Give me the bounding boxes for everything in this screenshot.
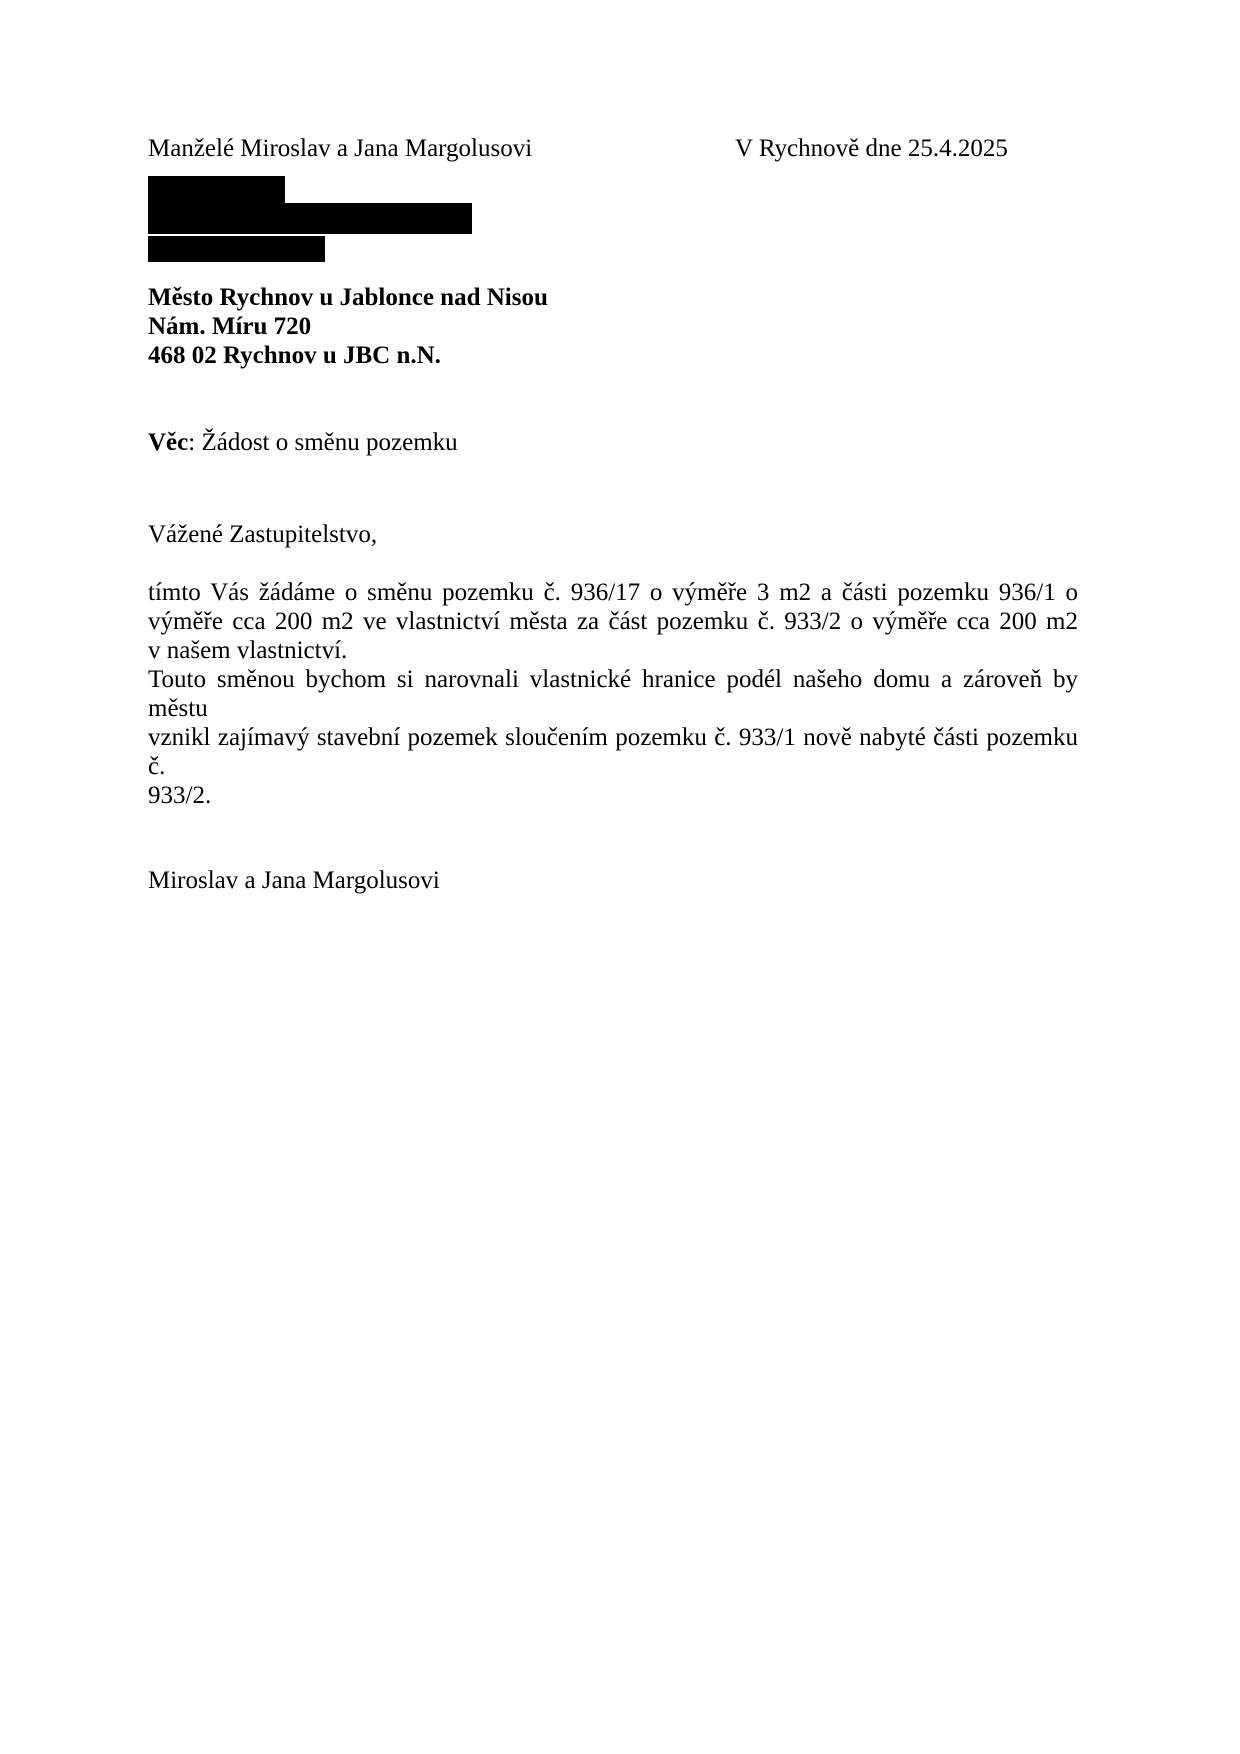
subject-text: : Žádost o směnu pozemku xyxy=(188,429,458,456)
place-and-date: V Rychnově dne 25.4.2025 xyxy=(735,135,1008,162)
letter-body xyxy=(148,578,1078,810)
subject-label: Věc xyxy=(148,429,189,456)
body-paragraph-2-line-3: 933/2. xyxy=(148,782,212,809)
subject-line xyxy=(148,428,1078,457)
recipient-line-2: Nám. Míru 720 xyxy=(148,313,312,340)
recipient-line-1: Město Rychnov u Jablonce nad Nisou xyxy=(148,284,548,311)
redaction-bar-1 xyxy=(148,176,285,203)
body-paragraph-1-line-2: výměře cca 200 m2 ve vlastnictví města za část pozemku č. 933/2 o výměře cca 200 m2 xyxy=(148,608,1078,635)
recipient-address-block xyxy=(148,283,1078,370)
sender-name: Manželé Miroslav a Jana Margolusovi xyxy=(148,135,533,162)
redaction-bar-3 xyxy=(148,236,325,262)
salutation: Vážené Zastupitelstvo, xyxy=(148,521,378,548)
body-paragraph-1-line-1: tímto Vás žádáme o směnu pozemku č. 936/17 o výměře 3 m2 a části pozemku 936/1 o xyxy=(148,579,1078,606)
body-paragraph-2-line-2: vznikl zajímavý stavební pozemek sloučením pozemku č. 933/1 nově nabyté části pozemku č. xyxy=(148,724,1078,780)
recipient-line-3: 468 02 Rychnov u JBC n.N. xyxy=(148,342,441,369)
body-paragraph-1-line-3: v našem vlastnictví. xyxy=(148,637,348,664)
body-paragraph-2-line-1: Touto směnou bychom si narovnali vlastnické hranice podél našeho domu a zároveň by městu xyxy=(148,666,1078,722)
signature-name: Miroslav a Jana Margolusovi xyxy=(148,867,440,894)
redaction-bar-2 xyxy=(148,203,472,234)
letter-header xyxy=(148,134,1078,163)
